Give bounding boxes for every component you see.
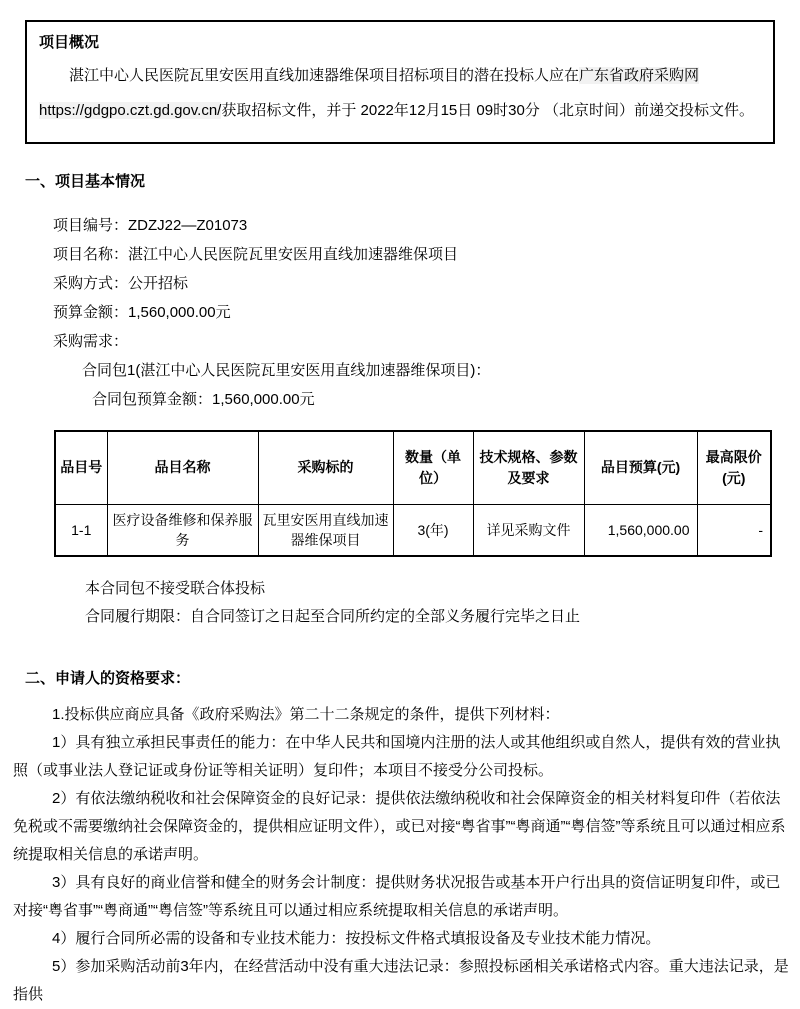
- col-header-item-budget: 品目预算(元): [584, 431, 697, 504]
- field-procurement-method: 采购方式：公开招标: [53, 275, 189, 292]
- field-project-number: 项目编号：ZDZJ22—Z01073: [53, 217, 248, 234]
- procurement-site-link[interactable]: 广东省政府采购网https://gdgpo.czt.gd.gov.cn/: [39, 67, 700, 119]
- col-header-max-price: 最高限价(元): [697, 431, 771, 504]
- field-procurement-demand: 采购需求：: [53, 333, 129, 350]
- requirement-1-civil-liability: 1）具有独立承担民事责任的能力：在中华人民共和国境内注册的法人或其他组织或自然人，提供有效的营业执照（或事业法人登记证或身份证等相关证明）复印件；本项目不接受分公司投标。: [13, 734, 781, 779]
- cell-procurement-target: 瓦里安医用直线加速器维保项目: [258, 504, 393, 556]
- overview-text-before: 湛江中心人民医院瓦里安医用直线加速器维保项目招标项目的潜在投标人应在: [69, 67, 580, 84]
- requirement-intro: 1.投标供应商应具备《政府采购法》第二十二条规定的条件，提供下列材料：: [52, 706, 560, 723]
- cell-item-number: 1-1: [55, 504, 107, 556]
- cell-max-price: -: [697, 504, 771, 556]
- col-header-item-name: 品目名称: [107, 431, 258, 504]
- requirement-5-no-violations: 5）参加采购活动前3年内，在经营活动中没有重大违法记录：参照投标函相关承诺格式内容。重大违法记录，是指供: [13, 958, 789, 1003]
- procurement-announcement-page: [0, 20, 800, 1003]
- field-budget-amount: 预算金额：1,560,000.00元: [53, 304, 231, 321]
- overview-box: [25, 20, 775, 144]
- project-fields: [53, 211, 800, 356]
- items-table: [54, 430, 772, 557]
- section2-heading: 二、申请人的资格要求：: [25, 670, 191, 687]
- cell-item-budget: 1,560,000.00: [584, 504, 697, 556]
- contract-package-line: 合同包1(湛江中心人民医院瓦里安医用直线加速器维保项目)：: [82, 362, 491, 379]
- cell-item-name: 医疗设备维修和保养服务: [107, 504, 258, 556]
- overview-text-after: 获取招标文件，并于 2022年12月15日 09时30分 （北京时间）前递交投标文件。: [221, 102, 754, 119]
- col-header-tech-specs: 技术规格、参数及要求: [473, 431, 584, 504]
- cell-quantity-unit: 3(年): [393, 504, 473, 556]
- col-header-quantity-unit: 数量（单位）: [393, 431, 473, 504]
- overview-title: 项目概况: [39, 34, 100, 51]
- document-body: [0, 20, 800, 1009]
- field-project-name: 项目名称：湛江中心人民医院瓦里安医用直线加速器维保项目: [53, 246, 459, 263]
- note-contract-period: 合同履行期限：自合同签订之日起至合同所约定的全部义务履行完毕之日止: [85, 608, 581, 625]
- col-header-item-number: 品目号: [55, 431, 107, 504]
- note-no-consortium: 本合同包不接受联合体投标: [85, 580, 266, 597]
- overview-paragraph: [39, 58, 761, 128]
- section1-heading: 一、项目基本情况: [25, 173, 146, 190]
- contract-package-budget: 合同包预算金额：1,560,000.00元: [92, 391, 315, 408]
- table-header-row: [55, 431, 771, 504]
- requirement-2-tax-social-security: 2）有依法缴纳税收和社会保障资金的良好记录：提供依法缴纳税收和社会保障资金的相关材料复印件（若依法免税或不需要缴纳社会保障资金的，提供相应证明文件），或已对接“粤省事”“粤商通”“粤信签”等系统且可以通过相应系统提取相关信息的承诺声明。: [13, 790, 786, 863]
- cell-tech-specs: 详见采购文件: [473, 504, 584, 556]
- col-header-procurement-target: 采购标的: [258, 431, 393, 504]
- requirement-3-financial-credit: 3）具有良好的商业信誉和健全的财务会计制度：提供财务状况报告或基本开户行出具的资信证明复印件，或已对接“粤省事”“粤商通”“粤信签”等系统且可以通过相应系统提取相关信息的承诺声明。: [13, 874, 781, 919]
- requirement-4-equipment-capability: 4）履行合同所必需的设备和专业技术能力：按投标文件格式填报设备及专业技术能力情况。: [52, 930, 661, 947]
- table-row: [55, 504, 771, 556]
